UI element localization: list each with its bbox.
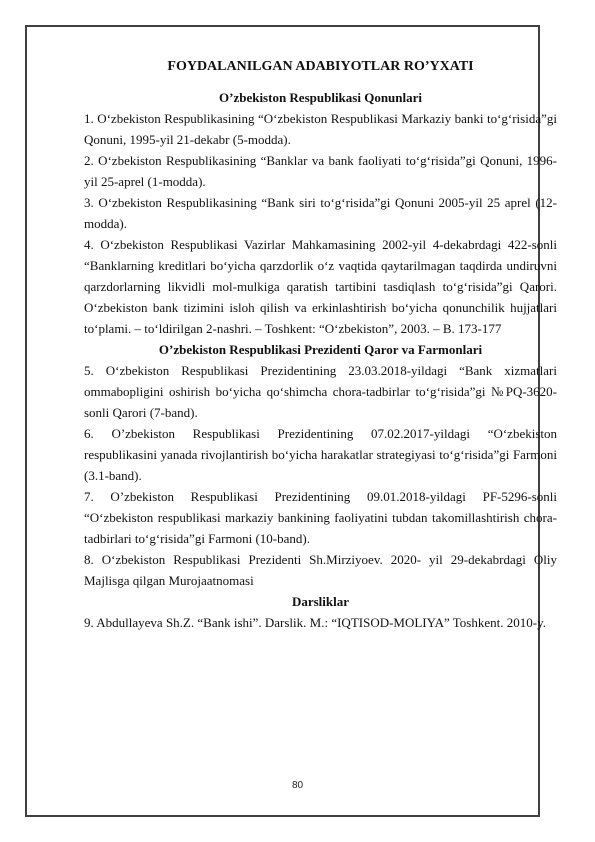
reference-item-4: 4. O‘zbekiston Respublikasi Vazirlar Mahkamasining 2002-yil 4-dekabrdagi 422-sonli “Banklarning kreditlari bo‘yicha qarzdorlik o‘z vaqtida qaytarilmagan taqdirda undiruvni qarzdorlarning likvidli mol-mulkiga qaratish tartibini tasdiqlash to‘g‘risida”gi Qarori. O‘zbekiston bank tizimini isloh qilish va erkinlashtirish bo‘yicha qonunchilik hujjatlari to‘plami. – to‘ldirilgan 2-nashri. – Toshkent: “O‘zbekiston”, 2003. – B. 173-177 (84, 237, 557, 336)
document-body (84, 56, 557, 633)
reference-item-2: 2. O‘zbekiston Respublikasining “Banklar va bank faoliyati to‘g‘risida”gi Qonuni, 1996-yil 25-aprel (1-modda). (84, 153, 557, 189)
reference-item-9: 9. Abdullayeva Sh.Z. “Bank ishi”. Darslik. M.: “IQTISOD-MOLIYA” Toshkent. 2010-y. (84, 615, 546, 630)
reference-item-1: 1. O‘zbekiston Respublikasining “O‘zbekiston Respublikasi Markaziy banki to‘g‘risida”gi Qonuni, 1995-yil 21-dekabr (5-modda). (84, 111, 557, 147)
page-title: FOYDALANILGAN ADABIYOTLAR RO’YXATI (167, 59, 474, 74)
section-heading-decrees: O’zbekiston Respublikasi Prezidenti Qaror va Farmonlari (158, 342, 483, 357)
reference-item-5: 5. O‘zbekiston Respublikasi Prezidentining 23.03.2018-yildagi “Bank xizmatlari ommabopligini oshirish bo‘yicha qo‘shimcha chora-tadbirlar to‘g‘risida”gi №PQ-3620-sonli Qarori (7-band). (84, 363, 557, 420)
reference-item-6: 6. O’zbekiston Respublikasi Prezidentining 07.02.2017-yildagi “O‘zbekiston respublikasini yanada rivojlantirish bo‘yicha harakatlar strategiyasi to‘g‘risida”gi Farmoni (3.1-band). (84, 426, 557, 483)
reference-item-3: 3. O‘zbekiston Respublikasining “Bank siri to‘g‘risida”gi Qonuni 2005-yil 25 aprel (12-modda). (84, 195, 557, 231)
page-number: 80 (291, 780, 304, 791)
reference-item-8: 8. O‘zbekiston Respublikasi Prezidenti Sh.Mirziyoev. 2020- yil 29-dekabrdagi Oliy Majlisga qilgan Murojaatnomasi (84, 552, 557, 588)
reference-item-7: 7. O’zbekiston Respublikasi Prezidentining 09.01.2018-yildagi PF-5296-sonli “O‘zbekiston respublikasi markaziy bankining faoliyatini tubdan takomillashtirish chora-tadbirlari to‘g‘risida”gi Farmoni (10-band). (84, 489, 557, 546)
section-heading-laws: O’zbekiston Respublikasi Qonunlari (219, 90, 422, 105)
section-heading-textbooks: Darsliklar (291, 594, 350, 609)
